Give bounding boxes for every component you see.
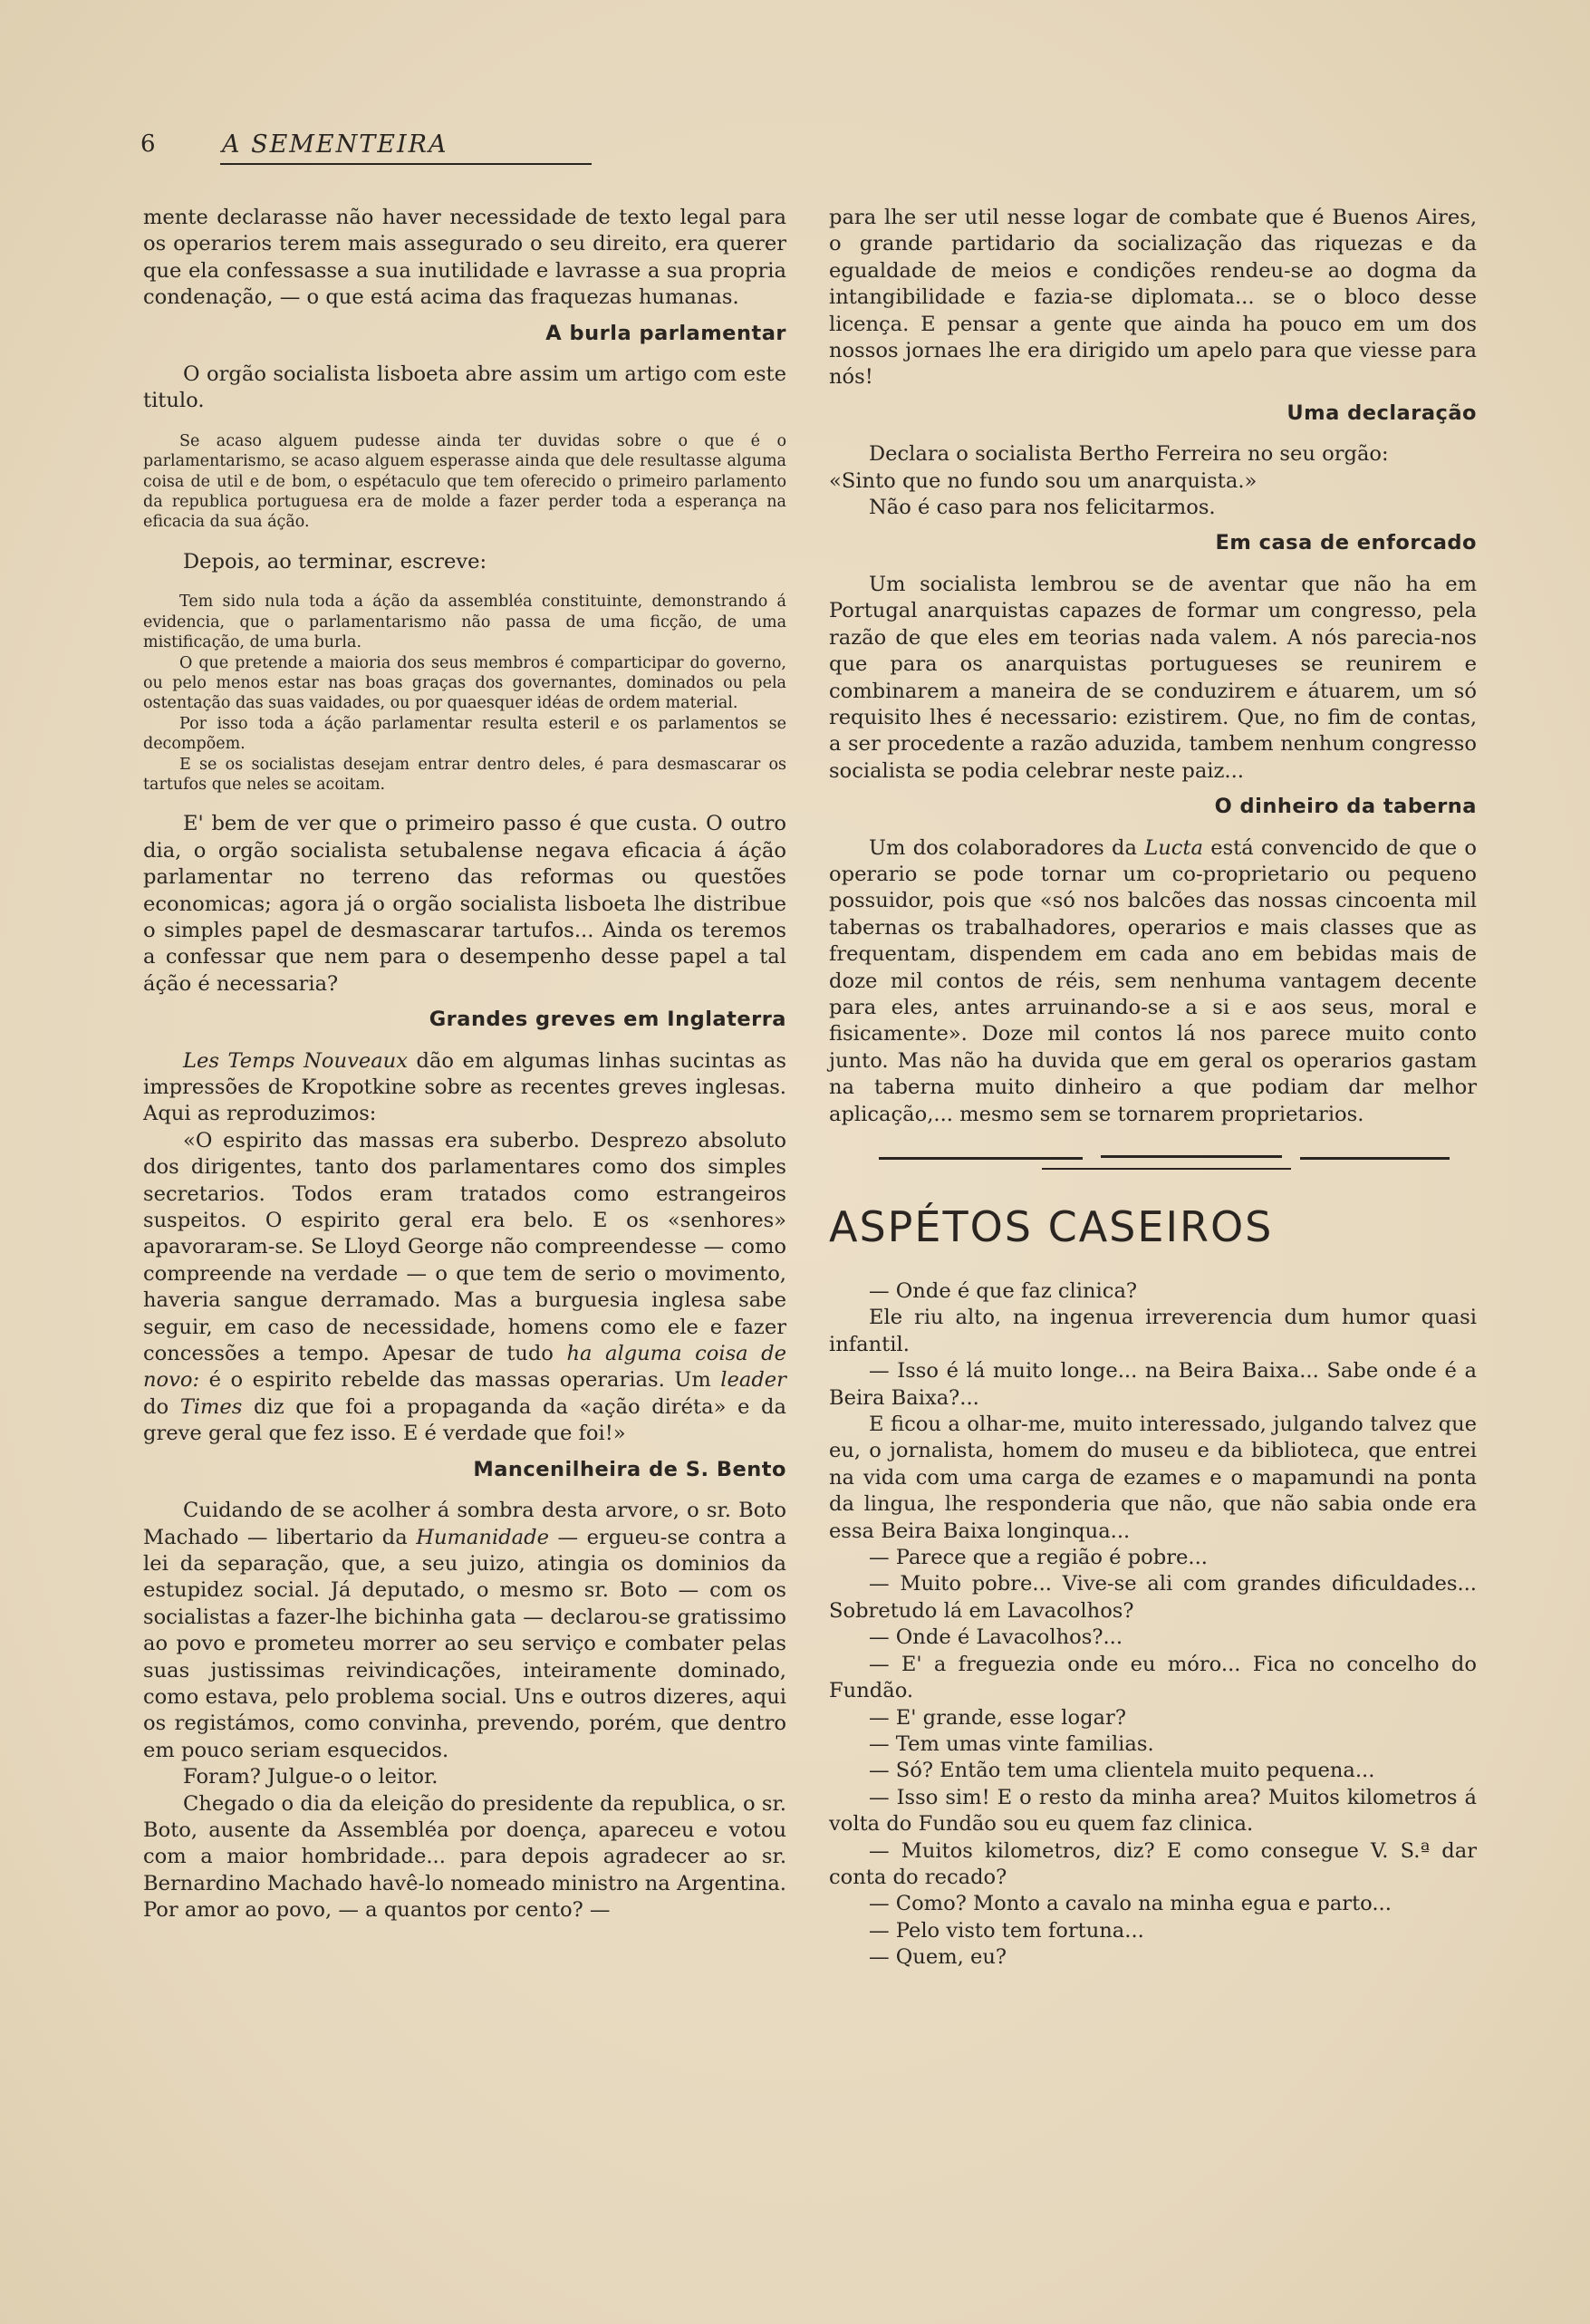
dialog-line: — Onde é que faz clinica? <box>869 1279 1138 1303</box>
divider-line <box>1300 1157 1450 1160</box>
heading-burla-parlamentar: A burla parlamentar <box>545 321 786 345</box>
divider-line <box>1042 1168 1291 1170</box>
section-title: ASPÉTOS CASEIROS <box>829 1202 1274 1251</box>
dialog-line: Ele riu alto, na ingenua irreverencia dum humor quasi infantil. <box>829 1306 1477 1356</box>
paragraph: Les Temps Nouveaux dão em algumas linhas sucintas as impressões de Kropotkine sobre as recentes greves inglesas. Aqui as reproduzimos: <box>143 1048 786 1126</box>
paragraph: Um dos colaboradores da Lucta está convencido de que o operario se pode tornar um co-proprietario ou pequeno possuidor, pois que «só nos balcões das nossas cincoenta mil tabernas os trabalhadores, operarios e mais classes que as frequentam, dispendem em cada ano em bebidas mais de doze mil contos de réis, sem nenhuma vantagem decente para eles, antes arruinando-se a si e aos seus, moral e fisicamente». Doze mil contos lá nos parece muito conto junto. Mas não ha duvida que em geral os operarios gastam na taberna muito dinheiro a que podiam dar melhor aplicação,... mesmo sem se tornarem proprietarios. <box>829 835 1477 1126</box>
paragraph: Foram? Julgue-o o leitor. <box>183 1765 438 1789</box>
dialog-line: — Pelo visto tem fortuna... <box>869 1918 1144 1943</box>
dialog-line: — Isso sim! E o resto da minha area? Muitos kilometros á volta do Fundão sou eu quem faz clinica. <box>829 1785 1477 1837</box>
quote-paragraph: E se os socialistas desejam entrar dentro deles, é para desmascarar os tartufos que neles se acoitam. <box>143 755 786 794</box>
page-number: 6 <box>140 130 156 158</box>
paragraph: Cuidando de se acolher á sombra desta arvore, o sr. Boto Machado — libertario da Humanidade — ergueu-se contra a lei da separação, que, a seu juizo, atingia os dominios da estupidez social. Já deputado, o mesmo sr. Boto — com os socialistas a fazer-lhe bichinha gata — declarou-se gratissimo ao povo e prometeu morrer ao seu serviço e combater pelas suas justissimas reivindicações, inteiramente dominado, como estava, pelo problema social. Uns e outros dizeres, aqui os registámos, como convinha, prevendo, porém, que dentro em pouco seriam esquecidos. <box>143 1499 786 1762</box>
paragraph: Não é caso para nos felicitarmos. <box>869 496 1216 520</box>
divider-line <box>1101 1155 1282 1158</box>
publication-title: A SEMENTEIRA <box>222 130 448 159</box>
dialog-line: — Muitos kilometros, diz? E como consegue V. S.ª dar conta do recado? <box>829 1838 1477 1889</box>
heading-em-casa-de-enforcado: Em casa de enforcado <box>1215 531 1477 555</box>
paragraph: E' bem de ver que o primeiro passo é que custa. O outro dia, o orgão socialista setubalense negava eficacia á áção parlamentar no terreno das reformas ou questões economicas; agora já o orgão socialista lisboeta lhe distribue o simples papel de desmascarar tartufos... Ainda os teremos a confessar que nem para o desempenho desse papel a tal áção é necessaria? <box>143 812 786 996</box>
paragraph: Chegado o dia da eleição do presidente da republica, o sr. Boto, ausente da Assembléa por doença, apareceu e votou com a maior hombridade... para depois agradecer ao sr. Bernardino Machado havê-lo nomeado ministro na Argentina. Por amor ao povo, — a quantos por cento? — <box>143 1791 786 1923</box>
header-rule <box>220 163 592 165</box>
heading-grandes-greves: Grandes greves em Inglaterra <box>429 1008 786 1032</box>
quote-paragraph: Tem sido nula toda a áção da assembléa constituinte, demonstrando á evidencia, que o parlamentarismo não passa de uma ficção, de uma mistificação, de uma burla. <box>143 593 786 652</box>
quote-paragraph: Por isso toda a áção parlamentar resulta esteril e os parlamentos se decompõem. <box>143 714 786 754</box>
dialog-line: — E' a freguezia onde eu móro... Fica no concelho do Fundão. <box>829 1652 1477 1703</box>
heading-dinheiro-da-taberna: O dinheiro da taberna <box>1214 795 1477 819</box>
right-column <box>829 205 1477 1972</box>
quote-paragraph: O que pretende a maioria dos seus membros é comparticipar do governo, ou pelo menos estar nas boas graças dos governantes, dominados ou pela ostentação das suas vaidades, ou por quaesquer idéas de ordem material. <box>143 653 786 713</box>
dialog-line: — E' grande, esse logar? <box>869 1705 1126 1730</box>
paragraph: «Sinto que no fundo sou um anarquista.» <box>829 468 1258 493</box>
journal-title: Lucta <box>1144 835 1203 860</box>
dialog-line: — Só? Então tem uma clientela muito pequena... <box>869 1759 1375 1783</box>
paragraph: Um socialista lembrou se de aventar que não ha em Portugal anarquistas capazes de formar um congresso, pela razão de que eles em teorias nada valem. A nós parecia-nos que para os anarquistas portugueses se reunirem e combinarem a maneira de se conduzirem e átuarem, um só requisito lhes é necessario: ezistirem. Que, no fim de contas, a ser procedente a razão aduzida, tambem nenhum congresso socialista se podia celebrar neste paiz... <box>829 572 1477 783</box>
dialog-line: — Onde é Lavacolhos?... <box>869 1625 1123 1650</box>
heading-uma-declaracao: Uma declaração <box>1286 400 1477 425</box>
quote-block <box>143 592 786 795</box>
dialog-line: — Tem umas vinte familias. <box>869 1731 1154 1756</box>
dialog-line: — Parece que a região é pobre... <box>869 1546 1208 1570</box>
dialog-line: — Quem, eu? <box>869 1945 1007 1970</box>
left-column <box>143 205 786 1924</box>
dialog-line: — Isso é lá muito longe... na Beira Baixa... Sabe onde é a Beira Baixa?... <box>829 1359 1477 1410</box>
quote-paragraph: Se acaso alguem pudesse ainda ter duvidas sobre o que é o parlamentarismo, se acaso alguem esperasse ainda que dele resultasse alguma coisa de util e de bom, o espétaculo que tem oferecido o primeiro parlamento da republica portuguesa era de molde a fazer perder toda a esperança na eficacia da sua áção. <box>143 431 786 532</box>
paragraph: para lhe ser util nesse logar de combate que é Buenos Aires, o grande partidario da socialização das riquezas e da egualdade de meios e condições rendeu-se ao dogma da intangibilidade e fazia-se diplomata... se o bloco desse licença. E pensar a gente que ainda ha pouco em um dos nossos jornaes lhe era dirigido um apelo para que viesse para nós! <box>829 206 1477 390</box>
dialog-line: — Como? Monto a cavalo na minha egua e parto... <box>869 1892 1392 1916</box>
paragraph: mente declarasse não haver necessidade de texto legal para os operarios terem mais assegurado o seu direito, era querer que ela confessasse a sua inutilidade e lavrasse a sua propria condenação, — o que está acima das fraquezas humanas. <box>143 206 786 310</box>
page-header <box>140 127 775 172</box>
dialog-line: — Muito pobre... Vive-se ali com grandes dificuldades... Sobretudo lá em Lavacolhos? <box>829 1572 1477 1623</box>
heading-mancenilheira: Mancenilheira de S. Bento <box>473 1457 786 1481</box>
paragraph: O orgão socialista lisboeta abre assim um artigo com este titulo. <box>143 362 786 413</box>
decorative-divider <box>829 1141 1477 1195</box>
paragraph: Depois, ao terminar, escreve: <box>183 549 487 574</box>
journal-title: Les Temps Nouveaux <box>183 1048 408 1073</box>
quote-block <box>143 431 786 533</box>
paragraph: Declara o socialista Bertho Ferreira no seu orgão: <box>869 442 1389 467</box>
dialog-line: E ficou a olhar-me, muito interessado, julgando talvez que eu, o jornalista, homem do museu e da biblioteca, que entrei na vida com uma carga de ezames e o mapamundi na ponta da lingua, lhe responderia que não, que não sabia onde era essa Beira Baixa longinqua... <box>829 1413 1477 1543</box>
paragraph: «O espirito das massas era suberbo. Desprezo absoluto dos dirigentes, tanto dos parlamentares como dos simples secretarios. Todos eram tratados como estrangeiros suspeitos. O espirito geral era belo. E os «senhores» apavoraram-se. Se Lloyd George não compreendesse — como compreende na verdade — o que tem de serio o movimento, haveria sangue derramado. Mas a burguesia inglesa sabe seguir, em caso de necessidade, homens como ele e fazer concessões a tempo. Apesar de tudo ha alguma coisa de novo: é o espirito rebelde das massas operarias. Um leader do Times diz que foi a propaganda da «ação diréta» e da greve geral que fez isso. E é verdade que foi!» <box>143 1128 786 1446</box>
divider-line <box>879 1157 1083 1160</box>
